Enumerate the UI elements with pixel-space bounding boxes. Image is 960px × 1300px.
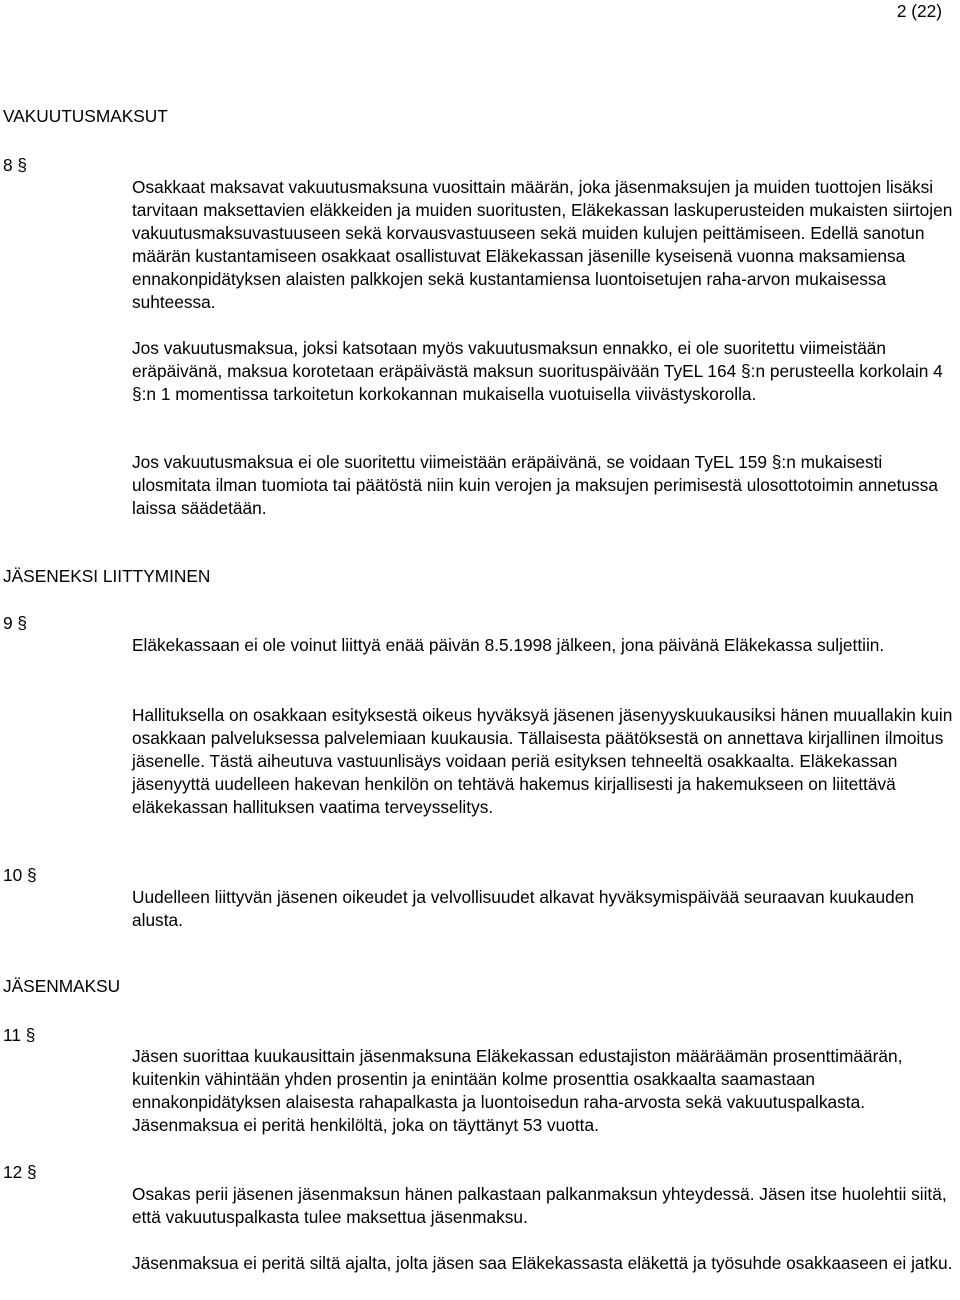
paragraph-8-3: Jos vakuutusmaksua ei ole suoritettu viimeistään eräpäivänä, se voidaan TyEL 159 §:n mukaisesti ulosmitata ilman tuomiota tai päätöstä niin kuin verojen ja maksujen perimisestä ulosottotoimin annetussa laissa säädetään. <box>132 452 938 518</box>
section-number-12: 12 § <box>3 1162 37 1182</box>
paragraph-9-2: Hallituksella on osakkaan esityksestä oikeus hyväksyä jäsenen jäsenyyskuukausiksi hänen muuallakin kuin osakkaan palveluksessa palvelemiaan kuukausia. Tällaisesta päätöksestä on annettava kirjallinen ilmoitus jäsenelle. Tästä aiheutuva vastuunlisäys voidaan periä esityksen tehneeltä osakkaalta. Eläkekassan jäsenyyttä uudelleen hakevan henkilön on tehtävä hakemus kirjallisesti ja hakemukseen on liitettävä eläkekassan hallituksen vaatima terveysselitys. <box>132 705 953 817</box>
section-heading-jasenmaksu: JÄSENMAKSU <box>3 976 121 996</box>
paragraph-10-1: Uudelleen liittyvän jäsenen oikeudet ja velvollisuudet alkavat hyväksymispäivää seuraavan kuukauden alusta. <box>132 887 914 930</box>
paragraph-8-1: Osakkaat maksavat vakuutusmaksuna vuosittain määrän, joka jäsenmaksujen ja muiden tuottojen lisäksi tarvitaan maksettavien eläkkeiden ja muiden suoritusten, Eläkekassan laskuperusteiden mukaisten siirtojen vakuutusmaksuvastuuseen sekä korvausvastuuseen sekä muiden kulujen peittämiseen. Edellä sanotun määrän kustantamiseen osakkaat osallistuvat Eläkekassan jäsenille kyseisenä vuonna maksamiensa ennakonpidätyksen alaisten palkkojen sekä kustantamiensa luontoisetujen raha-arvon mukaisessa suhteessa. <box>132 177 953 312</box>
section-number-11: 11 § <box>3 1025 36 1045</box>
paragraph-11-1: Jäsen suorittaa kuukausittain jäsenmaksuna Eläkekassan edustajiston määräämän prosenttimäärän, kuitenkin vähintään yhden prosentin ja enintään kolme prosenttia osakkaalta saamastaan ennakonpidätyksen alaisesta rahapalkasta ja luontoisedun raha-arvosta sekä vakuutuspalkasta. Jäsenmaksua ei peritä henkilöltä, joka on täyttänyt 53 vuotta. <box>132 1046 903 1135</box>
section-heading-jaseneksi-liittyminen: JÄSENEKSI LIITTYMINEN <box>3 566 211 586</box>
section-heading-vakuutusmaksut: VAKUUTUSMAKSUT <box>3 106 168 126</box>
paragraph-12-2: Jäsenmaksua ei peritä siltä ajalta, jolta jäsen saa Eläkekassasta eläkettä ja työsuhde osakkaaseen ei jatku. <box>132 1253 953 1273</box>
page-number: 2 (22) <box>896 1 942 21</box>
section-number-8: 8 § <box>3 155 28 175</box>
paragraph-8-2: Jos vakuutusmaksua, joksi katsotaan myös vakuutusmaksun ennakko, ei ole suoritettu viimeistään eräpäivänä, maksua korotetaan eräpäivästä maksun suorituspäivään TyEL 164 §:n perusteella korkolain 4 §:n 1 momentissa tarkoitetun korkokannan mukaisella vuotuisella viivästyskorolla. <box>132 338 943 404</box>
paragraph-9-1: Eläkekassaan ei ole voinut liittyä enää päivän 8.5.1998 jälkeen, jona päivänä Eläkekassa suljettiin. <box>132 635 885 655</box>
paragraph-12-1: Osakas perii jäsenen jäsenmaksun hänen palkastaan palkanmaksun yhteydessä. Jäsen itse huolehtii siitä, että vakuutuspalkasta tulee maksettua jäsenmaksu. <box>132 1184 947 1227</box>
section-number-9: 9 § <box>3 613 28 633</box>
section-number-10: 10 § <box>3 865 37 885</box>
